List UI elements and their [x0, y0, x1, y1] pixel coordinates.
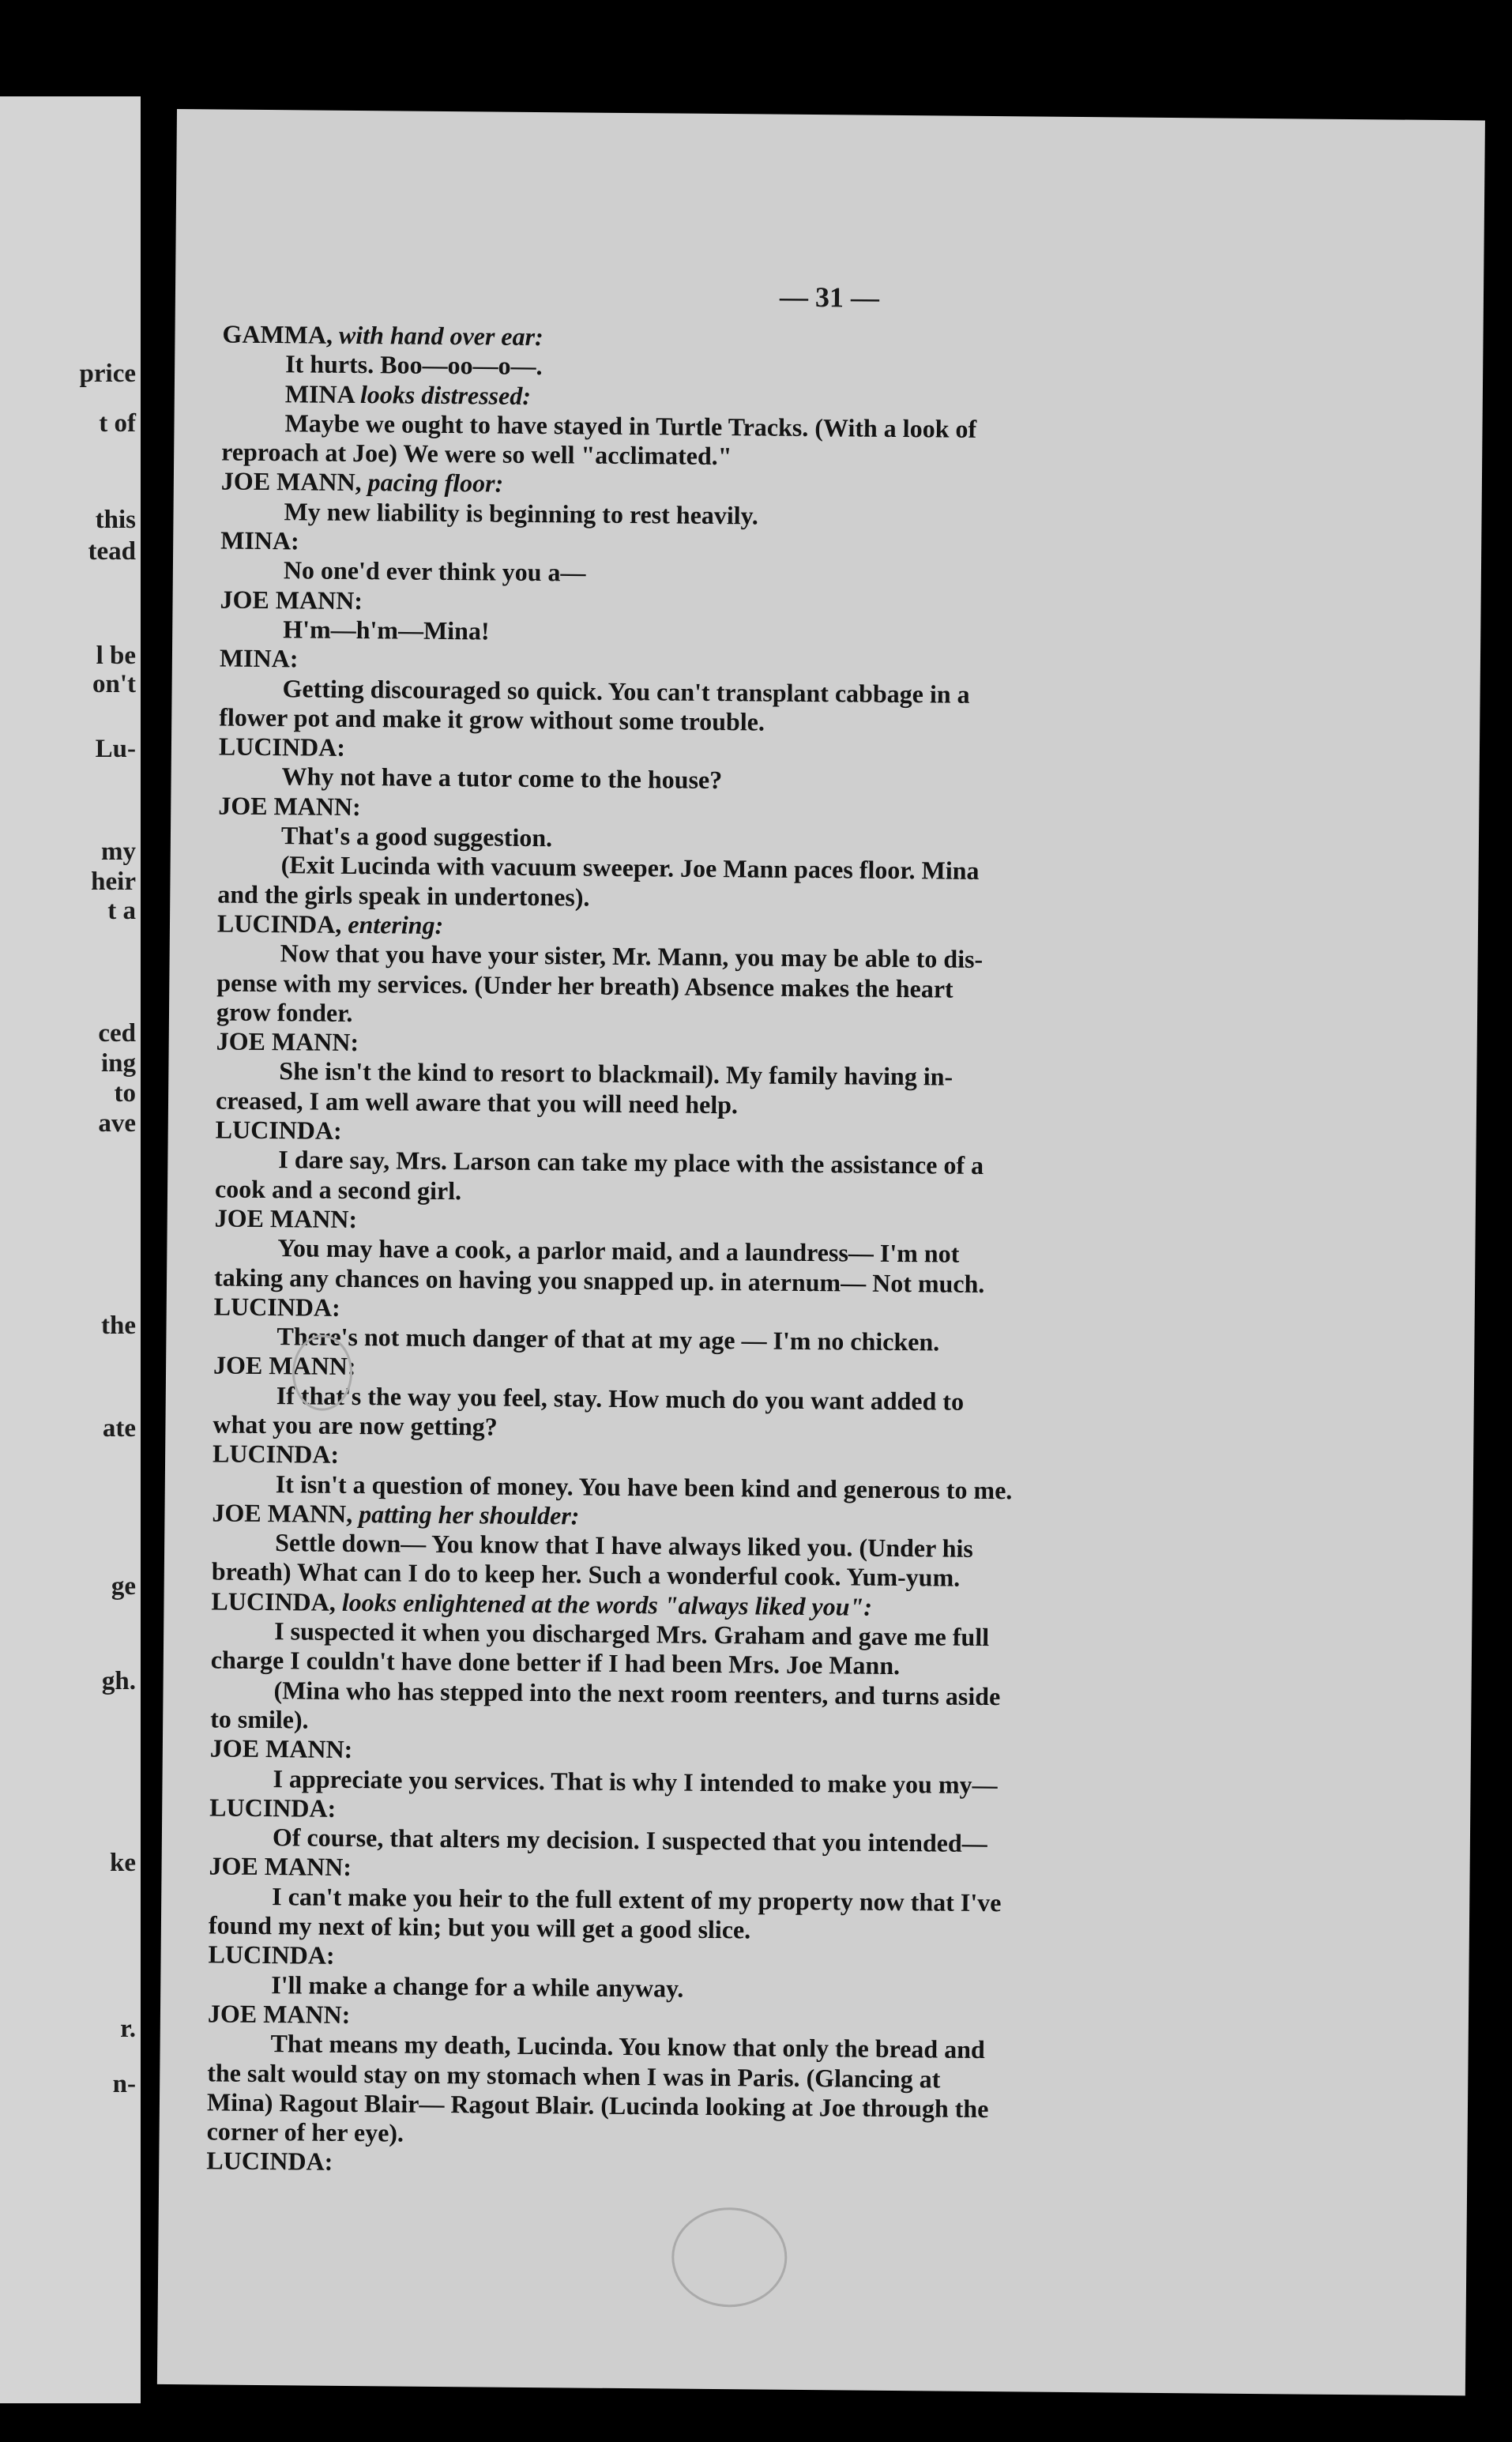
left-page-fragment: my: [101, 837, 136, 866]
left-page-fragment: t a: [107, 897, 136, 925]
speaker-name: LUCINDA:: [206, 2146, 333, 2177]
left-page-fragment: l be: [96, 642, 136, 670]
speaker-name: JOE MANN,: [212, 1498, 353, 1528]
pencil-mark: [671, 2207, 788, 2308]
speech-line: Maybe we ought to have stayed in Turtle Tracks. (With a look of: [284, 408, 977, 443]
speaker-name: LUCINDA:: [218, 732, 346, 762]
stage-direction-text: entering:: [348, 909, 444, 939]
speaker-name: JOE MANN:: [209, 1733, 353, 1764]
speech-continuation: cook and a second girl.: [214, 1174, 462, 1205]
speaker-name: LUCINDA:: [212, 1439, 340, 1469]
speaker-name: GAMMA,: [222, 319, 333, 349]
speech-continuation: found my next of kin; but you will get a good slice.: [208, 1910, 751, 1944]
speech-continuation: charge I couldn't have done better if I had been Mrs. Joe Mann.: [210, 1645, 901, 1680]
speaker-name: LUCINDA:: [208, 1940, 335, 1970]
speech-line: I can't make you heir to the full extent of my property now that I've: [272, 1881, 1002, 1917]
left-page-fragment: r.: [120, 2015, 136, 2043]
speech-continuation: what you are now getting?: [213, 1409, 498, 1441]
speech-continuation: flower pot and make it grow without some trouble.: [219, 702, 765, 736]
speech-continuation: breath) What can I do to keep her. Such a wonderful cook. Yum-yum.: [211, 1556, 961, 1593]
speech-continuation: pense with my services. (Under her breath) Absence makes the heart: [216, 968, 953, 1003]
speech-line: There's not much danger of that at my age — I'm no chicken.: [276, 1322, 940, 1356]
left-page-fragment: to: [114, 1079, 136, 1108]
speech-line: Getting discouraged so quick. You can't transplant cabbage in a: [282, 673, 970, 709]
stage-direction-text: looks distressed:: [359, 379, 532, 410]
speech-line: Of course, that alters my decision. I suspected that you intended—: [272, 1823, 987, 1858]
script-page: [157, 109, 1485, 2395]
speech-continuation: creased, I am well aware that you will need help.: [215, 1086, 739, 1119]
speaker-name: JOE MANN:: [207, 1999, 351, 2029]
speech-line: Settle down— You know that I have always liked you. (Under his: [275, 1528, 973, 1563]
speech-line: It isn't a question of money. You have been kind and generous to me.: [275, 1469, 1013, 1504]
speech-line: I'll make a change for a while anyway.: [271, 1970, 684, 2003]
speech-line: I dare say, Mrs. Larson can take my place with the assistance of a: [278, 1145, 984, 1180]
left-page-fragment: heir: [91, 867, 136, 896]
left-page-fragment: ing: [100, 1049, 136, 1078]
speaker-name: JOE MANN:: [213, 1350, 356, 1381]
speaker-name: LUCINDA,: [211, 1586, 337, 1616]
speech-line: Now that you have your sister, Mr. Mann, you may be able to dis-: [280, 939, 984, 974]
speech-line: It hurts. Boo—oo—o—.: [285, 349, 543, 381]
left-page-fragment: gh.: [101, 1667, 136, 1695]
left-page-fragment: Lu-: [95, 735, 136, 763]
left-page-fragment: ate: [102, 1414, 136, 1443]
stage-direction-text: looks enlightened at the words "always liked you":: [341, 1587, 873, 1621]
speech-continuation: the salt would stay on my stomach when I was in Paris. (Glancing at: [207, 2057, 941, 2094]
speech-line: (Mina who has stepped into the next room reenters, and turns aside: [273, 1675, 1001, 1710]
left-page-fragment: on't: [92, 670, 136, 698]
speech-line: You may have a cook, a parlor maid, and a laundress— I'm not: [277, 1233, 960, 1268]
stage-direction-text: pacing floor:: [367, 468, 504, 499]
speech-continuation: to smile).: [210, 1704, 309, 1734]
speech-line: (Exit Lucinda with vacuum sweeper. Joe Mann paces floor. Mina: [280, 850, 980, 886]
dialogue-text: [206, 320, 1304, 2186]
speaker-name: LUCINDA,: [216, 909, 342, 939]
speech-line: If that's the way you feel, stay. How much do you want added to: [276, 1380, 965, 1416]
speaker-name: LUCINDA:: [213, 1292, 340, 1322]
speaker-name: MINA:: [219, 643, 299, 673]
speaker-name: JOE MANN:: [214, 1203, 358, 1233]
speech-line: H'm—h'm—Mina!: [283, 615, 490, 645]
left-page-fragment: t of: [99, 409, 136, 438]
left-page-fragment: ced: [98, 1019, 136, 1048]
speech-line: That means my death, Lucinda. You know that only the bread and: [270, 2029, 985, 2064]
page-number: — 31 —: [779, 280, 880, 314]
speaker-name: JOE MANN:: [220, 585, 363, 615]
speech-continuation: Mina) Ragout Blair— Ragout Blair. (Lucinda looking at Joe through the: [206, 2087, 989, 2123]
speaker-name: JOE MANN:: [216, 1026, 359, 1057]
speaker-name: JOE MANN:: [209, 1851, 352, 1882]
speaker-name: JOE MANN:: [218, 791, 361, 821]
speech-line: I suspected it when you discharged Mrs. Graham and gave me full: [274, 1616, 990, 1652]
stage-direction-text: with hand over ear:: [338, 320, 543, 352]
left-page-edge: [0, 96, 141, 2403]
speech-line: I appreciate you services. That is why I intended to make you my—: [273, 1763, 998, 1799]
left-page-fragment: price: [79, 359, 136, 388]
speaker-name: LUCINDA:: [209, 1793, 337, 1823]
speaker-name: JOE MANN,: [220, 466, 362, 497]
left-page-fragment: ge: [111, 1572, 136, 1601]
left-page-fragment: ke: [110, 1849, 136, 1877]
speech-line: No one'd ever think you a—: [283, 555, 586, 587]
left-page-fragment: the: [101, 1311, 136, 1340]
left-page-fragment: this: [95, 506, 136, 534]
speech-line: Why not have a tutor come to the house?: [281, 762, 723, 795]
speech-continuation: reproach at Joe) We were so well "acclimated.": [221, 437, 732, 471]
speech-line: She isn't the kind to resort to blackmail). My family having in-: [279, 1056, 953, 1092]
speaker-name: MINA: [284, 378, 355, 408]
left-page-fragment: tead: [88, 537, 136, 566]
left-page-fragment: n-: [112, 2070, 136, 2098]
speech-continuation: and the girls speak in undertones).: [217, 879, 590, 912]
left-page-fragment: ave: [98, 1109, 136, 1138]
speaker-name: MINA:: [220, 525, 299, 555]
speech-line: My new liability is beginning to rest heavily.: [284, 496, 759, 530]
speech-line: That's a good suggestion.: [280, 821, 553, 852]
speech-continuation: taking any chances on having you snapped up. in aternum— Not much.: [213, 1262, 985, 1298]
stage-direction-text: patting her shoulder:: [359, 1499, 580, 1530]
speech-continuation: corner of her eye).: [206, 2117, 404, 2147]
speaker-name: LUCINDA:: [215, 1115, 342, 1145]
speech-continuation: grow fonder.: [216, 997, 353, 1027]
